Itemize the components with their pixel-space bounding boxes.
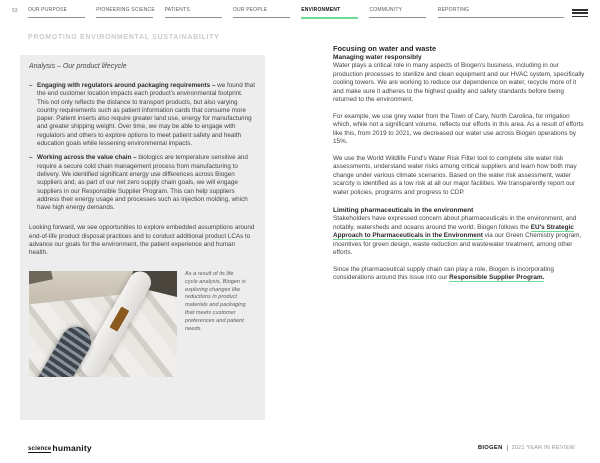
brand-name: BIOGEN — [477, 445, 503, 451]
paragraph: Water plays a critical role in many aspects of Biogen's business, including in our production processes to sterilize and clean equipment and our HVAC system, specifically cooling towers. We are working to reduce our dependence on water, recycle more of it and make sure it adheres to the highest quality and safety standards before being returned to the environment. — [333, 62, 585, 104]
section-kicker: PROMOTING ENVIRONMENTAL SUSTAINABILITY — [28, 34, 220, 41]
science-humanity-logo — [28, 443, 92, 453]
link-responsible-supplier-program[interactable]: Responsible Supplier Program. — [449, 274, 545, 282]
paragraph: For example, we use grey water from the Town of Cary, North Carolina, for irrigation which, while not a significant volume, reflects our efforts in this area. As a result of efforts like this, from 2019 to 2021, we decreased our water use across Biogen operations by 15%. — [333, 112, 584, 146]
list-item — [29, 82, 255, 148]
tab-patients[interactable]: PATIENTS — [165, 7, 222, 19]
tab-underline — [369, 17, 426, 18]
tab-underline — [233, 17, 290, 18]
bullet-text: Engaging with regulators around packaging requirements – we found that the end customer location impacts each product's environmental footprint. This not only reflects the distance to transport products, but also varying country requirements such as patient information cards that consume more paper. Patient inserts also require greater land use, energy for manufacturing and greater shipping weight. Over time, we may be able to engage with regulators and others to explore options to meet patient safety and health education goals while lessening environmental impacts. — [37, 82, 256, 148]
tab-underline — [438, 17, 564, 18]
photo-row — [29, 271, 255, 377]
subsection-title-water: Managing water responsibly — [333, 54, 422, 61]
page-number: 53 — [12, 8, 18, 14]
link-eu-strategic-approach[interactable]: EU's Strategic Approach to Pharmaceuticals in the Environment — [333, 223, 574, 240]
tab-underline — [28, 17, 85, 18]
bullet-dash: – — [29, 82, 33, 89]
tab-reporting[interactable]: REPORTING — [438, 7, 564, 19]
paragraph-with-link: Stakeholders have expressed concern about pharmaceuticals in the environment, and notably, watersheds and oceans around the world. Biogen follows the EU's Strategic Approach to Pharmaceuticals in the Environment via our Green Chemistry program, incentives for green design, waste reduction and wastewater treatment, among other efforts. — [333, 215, 582, 257]
footer-edition — [478, 445, 575, 451]
analysis-panel — [20, 55, 265, 420]
hamburger-menu-icon[interactable] — [572, 9, 588, 19]
tab-underline — [165, 17, 222, 18]
closing-paragraph: Looking forward, we see opportunities to explore embedded assumptions around end-of-life product disposal practices and to conduct additional product LCAs to advance our goals for the environment, the patient experience and human health. — [29, 224, 255, 257]
tab-community[interactable]: COMMUNITY — [369, 7, 426, 19]
paragraph: We use the World Wildlife Fund's Water Risk Filter tool to complete site water risk assessments, understand water risks among critical suppliers and learn how both may change under various climate scenarios. Based on the water risk assessment, water scarcity is identified as a low risk at all our major facilities. We transparently report our water policies, programs and progress to CDP. — [333, 154, 577, 196]
tab-underline — [96, 17, 153, 18]
bullet-dash: – — [29, 154, 33, 162]
edition-label: 2021 YEAR IN REVIEW — [511, 445, 575, 451]
tab-our-people[interactable]: OUR PEOPLE — [233, 7, 290, 19]
tab-our-purpose[interactable]: OUR PURPOSE — [28, 7, 85, 19]
footer-divider — [507, 445, 508, 451]
photo-caption: As a result of its life cycle analysis, Biogen is exploring changes like reductions in product materials and packaging that meets customer preferences and patient needs. — [185, 270, 246, 333]
tab-underline-active — [301, 17, 358, 19]
analysis-title: Analysis – Our product lifecycle — [29, 63, 127, 70]
logo-science-text: science — [28, 445, 52, 452]
subsection-title-pharma: Limiting pharmaceuticals in the environment — [333, 207, 474, 215]
bullet-text: Working across the value chain – biologics are temperature sensitive and require a secure cold chain management process from manufacturing to delivery. We identified significant energy use differences across Biogen suppliers and, as part of our net zero supply chain goals, we will engage suppliers in our Responsible Supplier Program. This can help suppliers address their energy usage and processes such as injection molding, which have high energy demands. — [37, 154, 248, 212]
tab-pioneering-science[interactable]: PIONEERING SCIENCE — [96, 7, 153, 19]
section-title: Focusing on water and waste — [333, 44, 437, 53]
top-nav — [28, 7, 564, 19]
paragraph-with-link: Since the pharmaceutical supply chain can play a role, Biogen is incorporating considerations around this issue into our Responsible Supplier Program. — [333, 265, 554, 282]
list-item — [29, 154, 255, 212]
logo-humanity-text: humanity — [52, 443, 92, 453]
product-packaging-photo — [29, 271, 177, 377]
main-column — [333, 44, 585, 291]
tab-environment[interactable]: ENVIRONMENT — [301, 7, 358, 19]
